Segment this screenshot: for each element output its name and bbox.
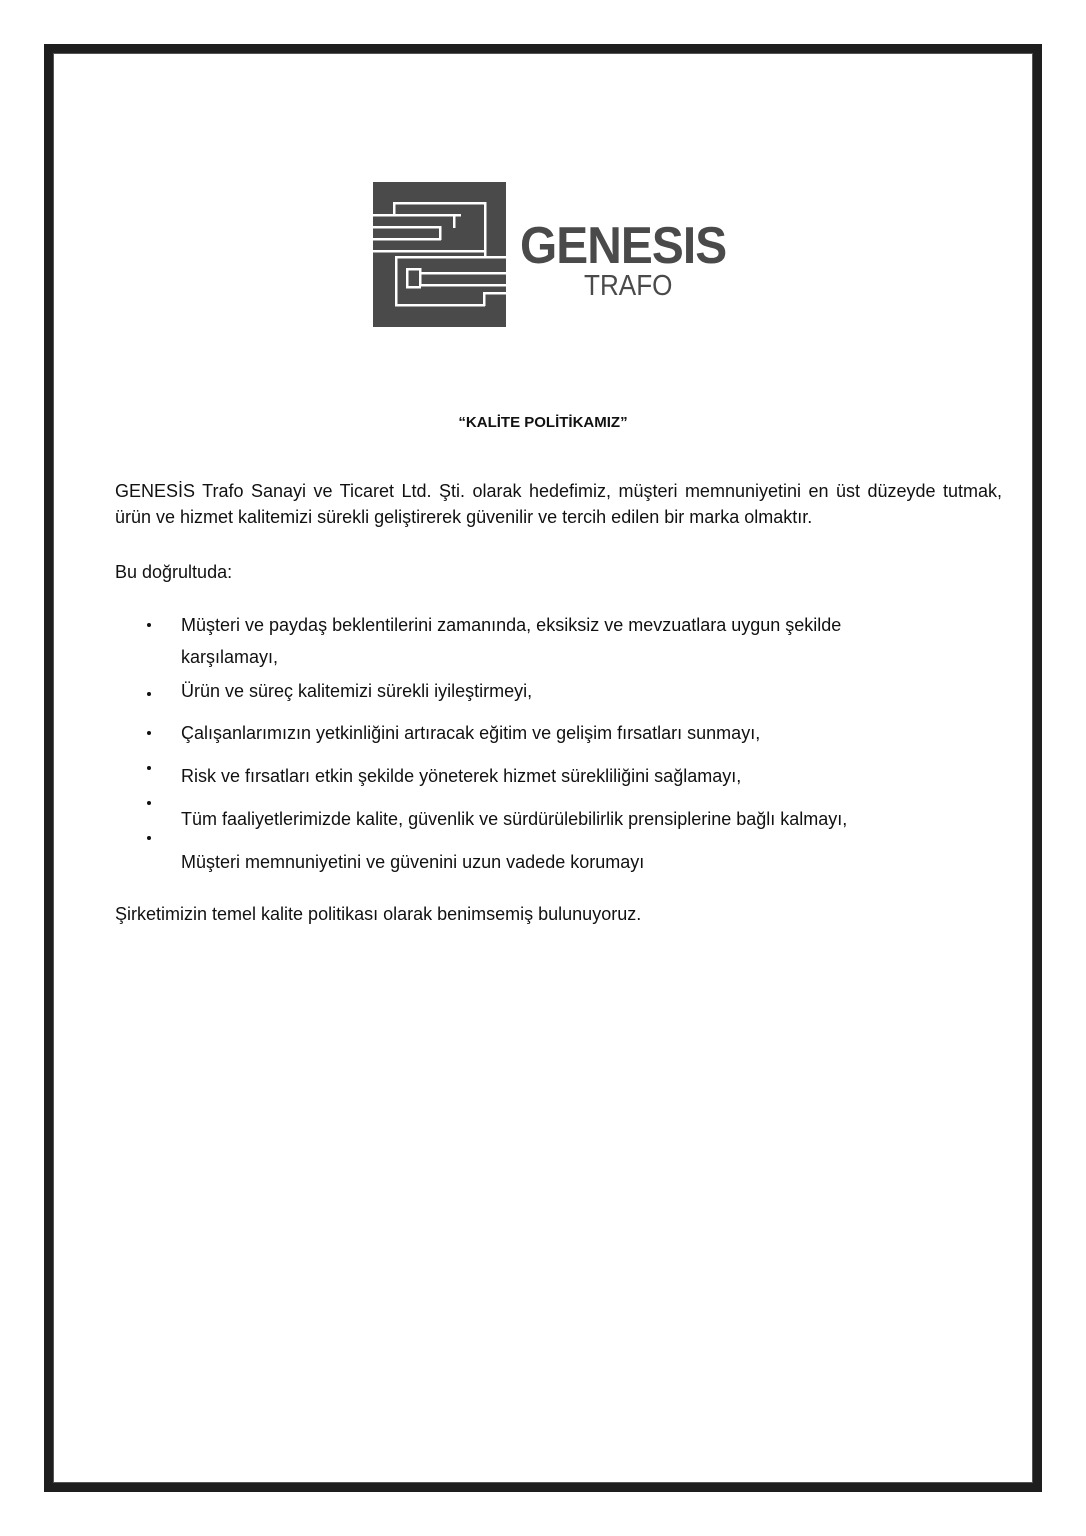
bullet-icon <box>147 731 151 735</box>
list-item: Risk ve fırsatları etkin şekilde yöneterek hizmet sürekliliğini sağlamayı, <box>181 766 742 786</box>
logo-brand-name: GENESIS <box>520 217 727 275</box>
closing-text: Şirketimizin temel kalite politikası olarak benimsemiş bulunuyoruz. <box>115 904 642 924</box>
intro-paragraph: GENESİS Trafo Sanayi ve Ticaret Ltd. Şti. olarak hedefimiz, müşteri memnuniyetini en üst düzeyde tutmak, ürün ve hizmet kalitemizi sürekli geliştirerek güvenilir ve tercih edilen bir marka olmaktır. <box>115 481 1002 527</box>
list-item: Ürün ve süreç kalitemizi sürekli iyileştirmeyi, <box>181 681 533 701</box>
list-item: Çalışanlarımızın yetkinliğini artıracak eğitim ve gelişim fırsatları sunmayı, <box>181 723 761 743</box>
bullet-icon <box>147 801 151 805</box>
list-item: Müşteri ve paydaş beklentilerini zamanında, eksiksiz ve mevzuatlara uygun şekilde <box>181 615 842 635</box>
logo-brand-sub: TRAFO <box>584 270 673 302</box>
document-title: “KALİTE POLİTİKAMIZ” <box>458 414 628 431</box>
bullet-icon <box>147 836 151 840</box>
list-item: Tüm faaliyetlerimizde kalite, güvenlik ve sürdürülebilirlik prensiplerine bağlı kalmayı, <box>181 809 848 829</box>
genesis-logo-icon <box>373 182 506 327</box>
bullet-icon <box>147 623 151 627</box>
lead-text: Bu doğrultuda: <box>115 562 233 582</box>
list-item: Müşteri memnuniyetini ve güvenini uzun vadede korumayı <box>181 852 645 872</box>
bullet-icon <box>147 692 151 696</box>
bullet-icon <box>147 766 151 770</box>
list-item: karşılamayı, <box>181 647 279 667</box>
